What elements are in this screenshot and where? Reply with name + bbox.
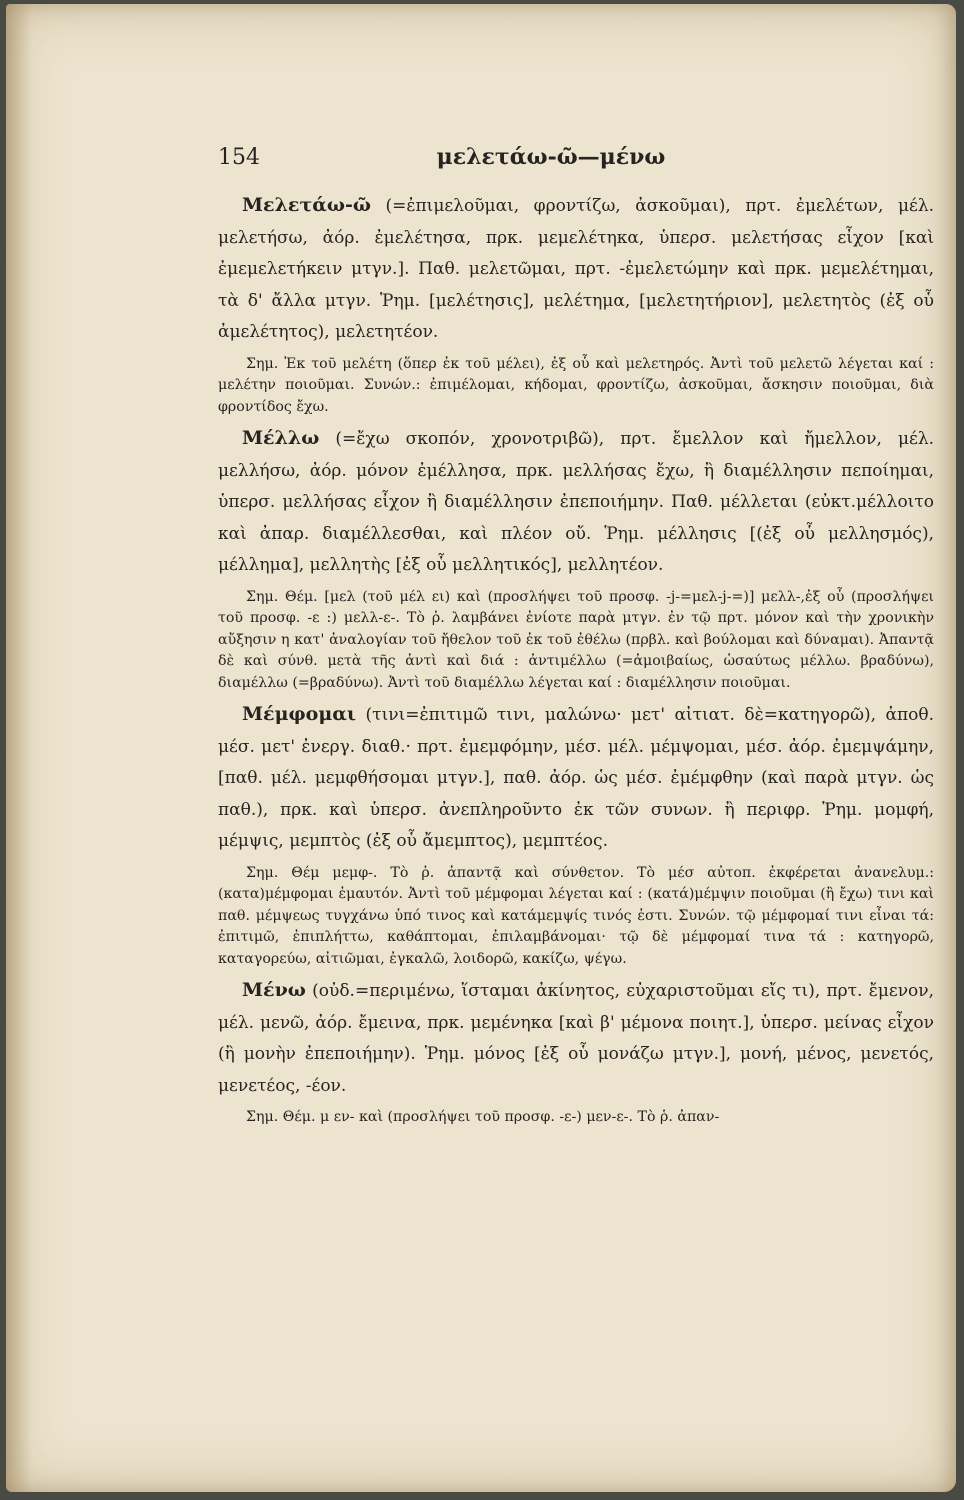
entry-note: Σημ. Θέμ. [μελ (τοῦ μέλ ει) καὶ (προσλήψει τοῦ προσφ. -j-=μελ-j-=)] μελλ-,ἐξ οὗ (προσλήψει τοῦ προσφ. -ε :) μελλ-ε-. Τὸ ῥ. λαμβάνει ἐνίοτε παρὰ μτγν. ἐν τῷ πρτ. μόνον καὶ τὴν χρονικὴν αὔξησιν η κατ' ἀναλογίαν τοῦ ἤθελον τοῦ ἐκ τοῦ ἐθέλω (πρβλ. καὶ βούλομαι καὶ δύναμαι). Ἀπαντᾷ δὲ καὶ σύνθ. μετὰ τῆς ἀντὶ καὶ διά : ἀντιμέλλω (=ἀμοιβαίως, ὡσαύτως μέλλω. βραδύνω), διαμέλλω (=βραδύνω). Ἀντὶ τοῦ διαμέλλω λέγεται καί : διαμέλλησιν ποιοῦμαι.: [218, 588, 934, 691]
page-content: [218, 144, 934, 1134]
entry-note: Σημ. Ἐκ τοῦ μελέτη (ὅπερ ἐκ τοῦ μέλει), ἐξ οὗ καὶ μελετηρός. Ἀντὶ τοῦ μελετῶ λέγεται καί : μελέτην ποιοῦμαι. Συνών.: ἐπιμέλομαι, κήδομαι, φροντίζω, ἀσκοῦμαι, ἄσκησιν ποιοῦμαι, διὰ φροντίδος ἔχω.: [218, 355, 934, 415]
dictionary-entry: [218, 423, 934, 582]
entry-headword: Μελετάω-ῶ: [242, 194, 371, 216]
entry-headword: Μέμφομαι: [242, 703, 357, 725]
entry-note: Σημ. Θέμ. μ εν- καὶ (προσλήψει τοῦ προσφ. -ε-) μεν-ε-. Τὸ ῥ. ἀπαν-: [246, 1109, 720, 1125]
page-edge-shadow: [6, 4, 32, 1492]
running-head: μελετάω-ῶ—μένω: [436, 144, 666, 170]
entry-body: (=ἔχω σκοπόν, χρονοτριβῶ), πρτ. ἔμελλον καὶ ἤμελλον, μέλ. μελλήσω, ἀόρ. μόνον ἐμέλλησα, πρκ. μελλήσας ἔχω, ἢ διαμέλλησιν πεποίημαι, ὑπερσ. μελλήσας εἶχον ἢ διαμέλλησιν ἐπεποιήμην. Παθ. μέλλεται (εὐκτ.μέλλοιτο καὶ ἀπαρ. διαμέλλεσθαι, καὶ πλέον οὔ. Ῥημ. μέλλησις [(ἐξ οὗ μελλησμός), μέλλημα], μελλητὴς [ἐξ οὗ μελλητικός], μελλητέον.: [218, 429, 934, 575]
entry-headword: Μένω: [242, 979, 306, 1001]
page-header: [218, 144, 934, 184]
book-page: [6, 4, 956, 1492]
entry-headword: Μέλλω: [242, 427, 320, 449]
dictionary-entry: [218, 699, 934, 858]
dictionary-entry: [218, 190, 934, 349]
entry-note: Σημ. Θέμ μεμφ-. Τὸ ῥ. ἀπαντᾷ καὶ σύνθετον. Τὸ μέσ αὐτοπ. ἐκφέρεται ἀνανελυμ.: (κατα)μέμφομαι ἐμαυτόν. Ἀντὶ τοῦ μέμφομαι λέγεται καί : (κατά)μέμψιν ποιοῦμαι (ἢ ἔχω) τινι καὶ παθ. μέμψεως τυγχάνω ὑπό τινος καὶ κατάμεμψίς τινός ἐστι. Συνών. τῷ μέμφομαί τινι εἶναι τά: ἐπιτιμῶ, ἐπιπλήττω, καθάπτομαι, ἐπιλαμβάνομαι· τῷ δὲ μέμφομαί τινα τά : κατηγορῶ, καταγορεύω, αἰτιῶμαι, ἐγκαλῶ, λοιδορῶ, κακίζω, ψέγω.: [218, 864, 934, 967]
dictionary-entry: [218, 975, 934, 1102]
entry-body: (=ἐπιμελοῦμαι, φροντίζω, ἀσκοῦμαι), πρτ. ἐμελέτων, μέλ. μελετήσω, ἀόρ. ἐμελέτησα, πρκ. μεμελέτηκα, ὑπερσ. μελετήσας εἶχον [καὶ ἐμεμελετήκειν μτγν.]. Παθ. μελετῶμαι, πρτ. -ἐμελετώμην καὶ πρκ. μεμελέτημαι, τὰ δ' ἄλλα μτγν. Ῥημ. [μελέτησις], μελέτημα, [μελετητήριον], μελετητὸς (ἐξ οὗ ἀμελέτητος), μελετητέον.: [218, 196, 934, 342]
entry-body: (οὐδ.=περιμένω, ἵσταμαι ἀκίνητος, εὐχαριστοῦμαι εἴς τι), πρτ. ἔμενον, μέλ. μενῶ, ἀόρ. ἔμεινα, πρκ. μεμένηκα [καὶ β' μέμονα ποιητ.], ὑπερσ. μείνας εἶχον (ἢ μονὴν ἐπεποιήμην). Ῥημ. μόνος [ἐξ οὗ μονάζω μτγν.], μονή, μένος, μενετός, μενετέος, -έον.: [218, 981, 934, 1096]
entry-body: (τινι=ἐπιτιμῶ τινι, μαλώνω· μετ' αἰτιατ. δὲ=κατηγορῶ), ἀποθ. μέσ. μετ' ἐνεργ. διαθ.· πρτ. ἐμεμφόμην, μέσ. μέλ. μέμψομαι, μέσ. ἀόρ. ἐμεμψάμην, [παθ. μέλ. μεμφθήσομαι μτγν.], παθ. ἀόρ. ὡς μέσ. ἐμέμφθην (καὶ παρὰ μτγν. ὡς παθ.), πρκ. καὶ ὑπερσ. ἀνεπληροῦντο ἐκ τῶν συνων. ἢ περιφρ. Ῥημ. μομφή, μέμψις, μεμπτὸς (ἐξ οὗ ἄμεμπτος), μεμπτέος.: [218, 705, 934, 851]
page-number: 154: [218, 145, 260, 170]
